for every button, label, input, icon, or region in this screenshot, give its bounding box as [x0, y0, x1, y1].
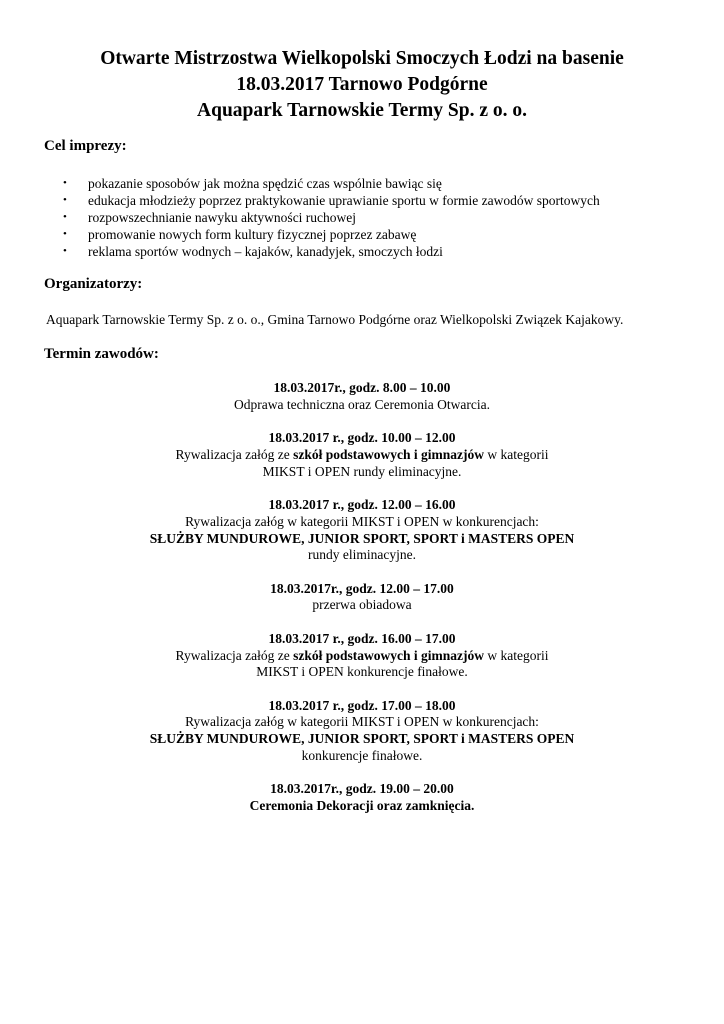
schedule-categories: SŁUŻBY MUNDUROWE, JUNIOR SPORT, SPORT i MASTERS OPEN [149, 731, 575, 747]
list-item [44, 243, 600, 260]
schedule-block [0, 380, 724, 414]
schedule-block [0, 781, 724, 815]
bullet-icon: • [63, 245, 67, 257]
desc-bold: szkół podstawowych i gimnazjów [293, 446, 484, 462]
schedule-desc [0, 447, 724, 464]
organizers-heading: Organizatorzy: [44, 276, 143, 292]
goal-text: promowanie nowych form kultury fizycznej poprzez zabawę [88, 227, 417, 242]
schedule-desc: Rywalizacja załóg w kategorii MIKST i OPEN w konkurencjach: [185, 513, 539, 529]
schedule-desc-line3: rundy eliminacyjne. [308, 547, 416, 563]
goal-text: reklama sportów wodnych – kajaków, kanadyjek, smoczych łodzi [88, 244, 443, 259]
schedule-block [0, 497, 724, 564]
bullet-icon: • [63, 228, 67, 240]
desc-pre: Rywalizacja załóg ze [175, 446, 294, 462]
schedule-desc-line3: konkurencje finałowe. [301, 748, 423, 764]
bullet-icon: • [63, 211, 67, 223]
schedule-time: 18.03.2017r., godz. 8.00 – 10.00 [273, 380, 451, 395]
schedule-time: 18.03.2017 r., godz. 12.00 – 16.00 [268, 496, 456, 512]
title-line-event: Otwarte Mistrzostwa Wielkopolski Smoczych Łodzi na basenie [100, 48, 624, 69]
schedule-block [0, 698, 724, 765]
list-item [44, 175, 600, 192]
schedule-heading: Termin zawodów: [44, 346, 159, 362]
document-title [0, 46, 724, 124]
schedule-desc: Rywalizacja załóg w kategorii MIKST i OPEN w konkurencjach: [185, 714, 539, 730]
desc-pre: Rywalizacja załóg ze [175, 647, 294, 663]
list-item [44, 209, 600, 226]
schedule-list [0, 380, 724, 831]
schedule-desc: Ceremonia Dekoracji oraz zamknięcia. [249, 798, 475, 814]
schedule-desc: Odprawa techniczna oraz Ceremonia Otwarcia. [234, 396, 490, 412]
schedule-block [0, 581, 724, 615]
schedule-time: 18.03.2017 r., godz. 16.00 – 17.00 [268, 630, 456, 646]
goal-text: rozpowszechnianie nawyku aktywności ruchowej [88, 210, 357, 225]
desc-post: w kategorii [483, 446, 549, 462]
schedule-time: 18.03.2017r., godz. 19.00 – 20.00 [270, 781, 454, 797]
list-item [44, 226, 600, 243]
goals-list [44, 175, 600, 260]
desc-bold: szkół podstawowych i gimnazjów [293, 647, 484, 663]
organizers-text: Aquapark Tarnowskie Termy Sp. z o. o., Gmina Tarnowo Podgórne oraz Wielkopolski Związek Kajakowy. [46, 312, 624, 327]
schedule-desc-line2: MIKST i OPEN konkurencje finałowe. [256, 664, 468, 680]
list-item [44, 192, 600, 209]
goals-heading: Cel imprezy: [44, 138, 127, 154]
schedule-time: 18.03.2017 r., godz. 10.00 – 12.00 [268, 430, 456, 446]
schedule-time: 18.03.2017 r., godz. 17.00 – 18.00 [268, 697, 456, 713]
schedule-time: 18.03.2017r., godz. 12.00 – 17.00 [270, 580, 454, 596]
schedule-desc [0, 648, 724, 665]
bullet-icon: • [63, 177, 67, 189]
goal-text: edukacja młodzieży poprzez praktykowanie uprawianie sportu w formie zawodów sportowych [88, 193, 600, 208]
schedule-categories: SŁUŻBY MUNDUROWE, JUNIOR SPORT, SPORT i MASTERS OPEN [149, 530, 575, 546]
title-line-date-place: 18.03.2017 Tarnowo Podgórne [236, 74, 488, 95]
desc-post: w kategorii [483, 647, 549, 663]
title-line-venue: Aquapark Tarnowskie Termy Sp. z o. o. [197, 100, 527, 121]
schedule-block [0, 631, 724, 681]
schedule-block [0, 430, 724, 480]
schedule-desc-line2: MIKST i OPEN rundy eliminacyjne. [262, 463, 462, 479]
bullet-icon: • [63, 194, 67, 206]
goal-text: pokazanie sposobów jak można spędzić czas wspólnie bawiąc się [88, 176, 442, 191]
schedule-desc: przerwa obiadowa [312, 597, 412, 613]
